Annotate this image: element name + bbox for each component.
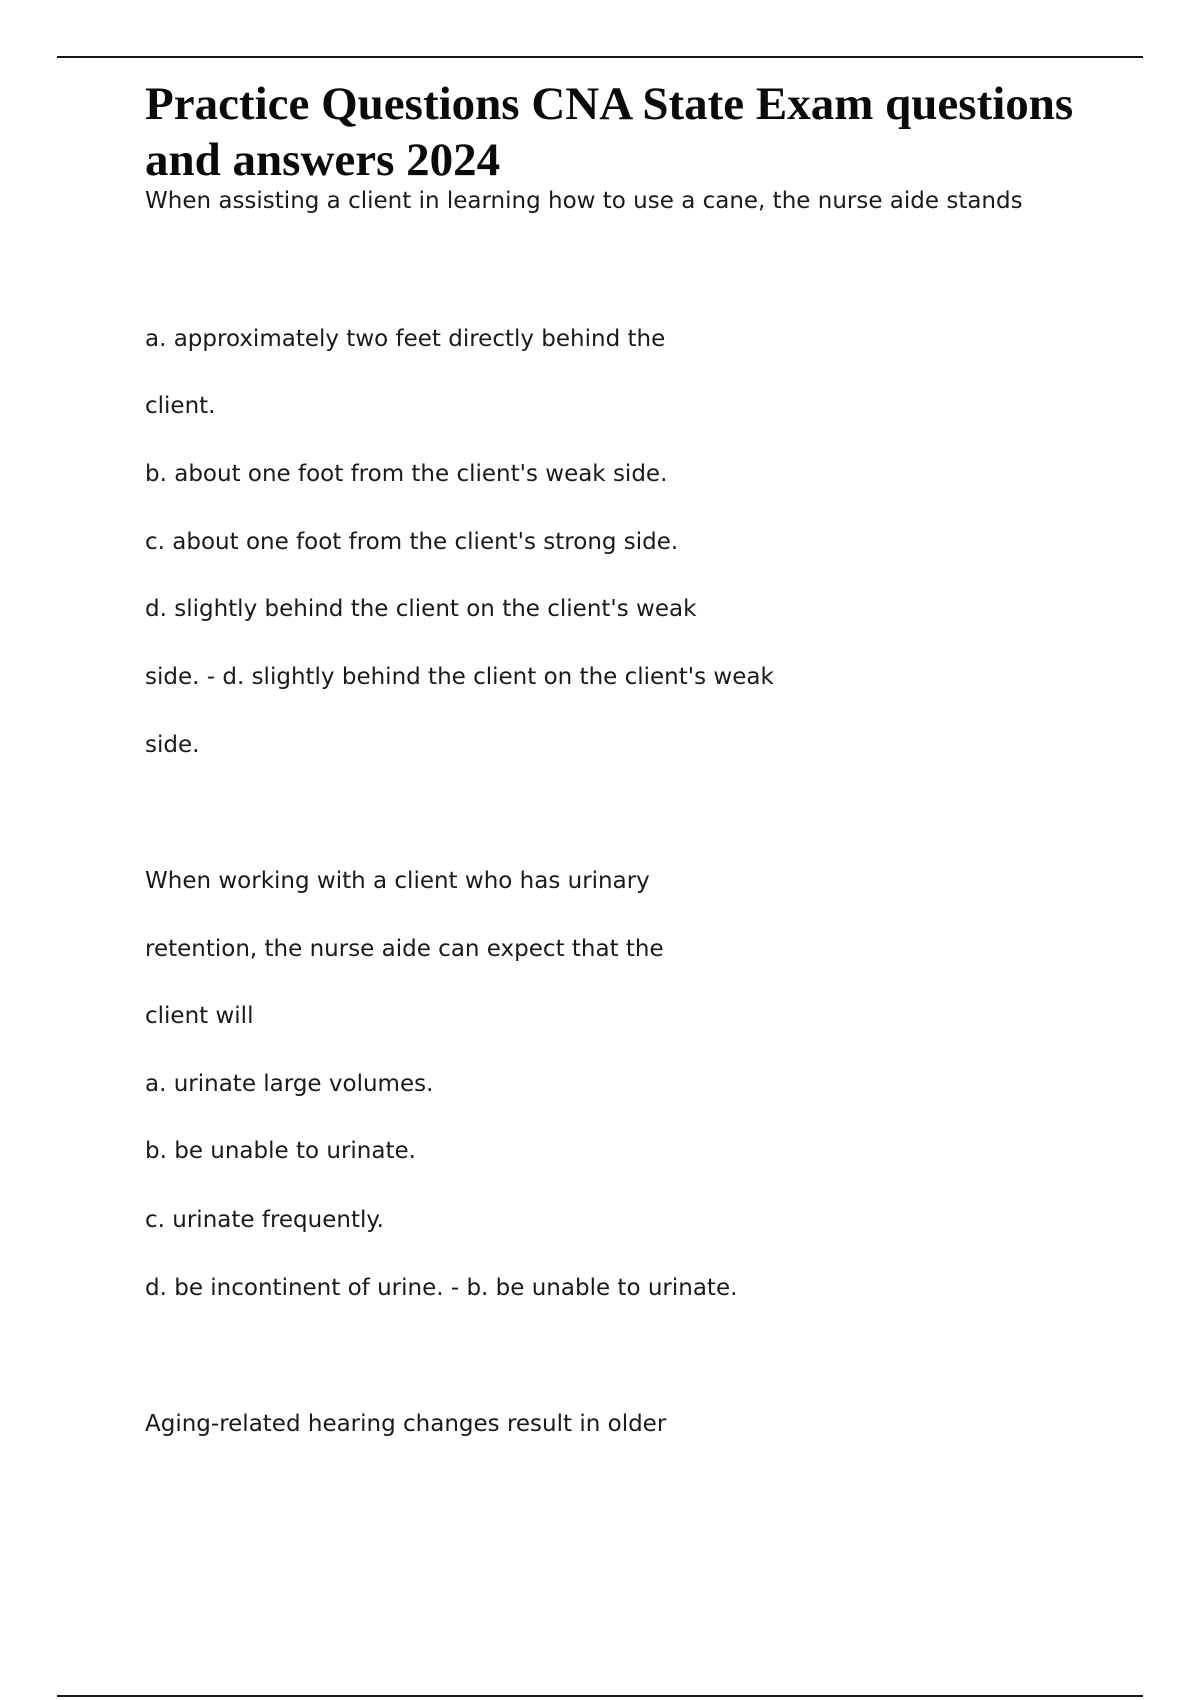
question-1-option-c: c. about one foot from the client's strong side. <box>145 529 679 555</box>
question-2-option-b: b. be unable to urinate. <box>145 1138 416 1164</box>
question-2-stem: When working with a client who has urinary <box>145 868 650 894</box>
question-2-answer: d. be incontinent of urine. - b. be unable to urinate. <box>145 1275 738 1301</box>
question-1-answer-continued: side. <box>145 732 200 758</box>
question-1-stem: When assisting a client in learning how to use a cane, the nurse aide stands <box>145 188 1023 214</box>
question-1-option-b: b. about one foot from the client's weak side. <box>145 461 668 487</box>
question-1-option-d: d. slightly behind the client on the client's weak <box>145 596 697 622</box>
footer-rule <box>57 1695 1143 1697</box>
question-2-option-a: a. urinate large volumes. <box>145 1071 434 1097</box>
header-rule <box>57 56 1143 58</box>
question-2-stem-line-2: retention, the nurse aide can expect that the <box>145 936 664 962</box>
question-1-option-a: a. approximately two feet directly behind the <box>145 326 666 352</box>
question-2-stem-line-3: client will <box>145 1003 254 1029</box>
question-1-option-a-continued: client. <box>145 393 216 419</box>
page-title: Practice Questions CNA State Exam questions and answers 2024 <box>145 78 1074 186</box>
question-1-answer: side. - d. slightly behind the client on the client's weak <box>145 664 774 690</box>
question-3-stem: Aging-related hearing changes result in older <box>145 1411 667 1437</box>
question-2-option-c: c. urinate frequently. <box>145 1207 384 1233</box>
